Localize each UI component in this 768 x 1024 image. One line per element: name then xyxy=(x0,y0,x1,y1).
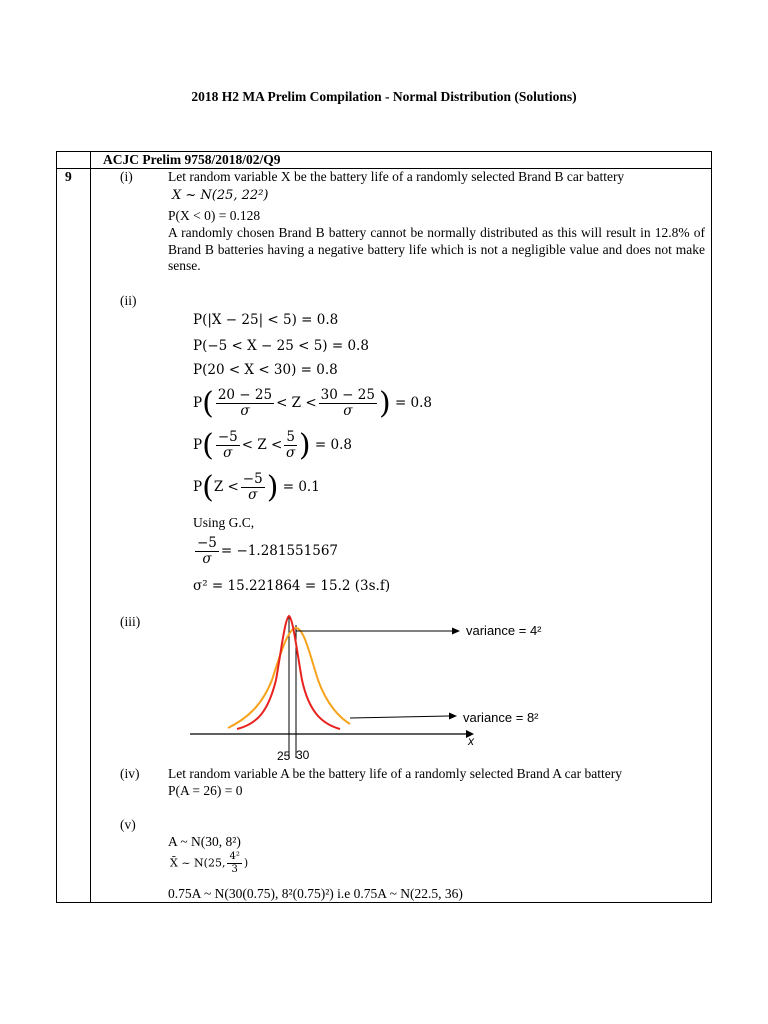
part-ii-eq3: P(20 < X < 30) = 0.8 xyxy=(193,362,338,378)
variance-fraction xyxy=(227,851,241,876)
part-ii-eq2: P(−5 < X − 25 < 5) = 0.8 xyxy=(193,338,369,354)
numerator: 4² xyxy=(229,851,240,862)
tick-label-25: 25 xyxy=(277,749,291,763)
rhs: = 0.1 xyxy=(282,479,320,495)
denominator: σ xyxy=(202,551,212,567)
part-iv-label: (iv) xyxy=(120,766,140,781)
xbar-dist-prefix: X̄ ~ N(25, xyxy=(170,856,226,870)
xbar-dist-suffix: ) xyxy=(243,856,249,870)
part-v-line3: 0.75A ~ N(30(0.75), 8²(0.75)²) i.e 0.75A ~ N(22.5, 36) xyxy=(168,886,463,901)
part-v-line1: A ~ N(30, 8²) xyxy=(168,834,241,849)
denominator: σ xyxy=(223,445,233,461)
part-ii-sigma-squared: σ² = 15.221864 = 15.2 (3s.f) xyxy=(193,578,391,594)
inequality: < Z < xyxy=(241,437,283,453)
numerator: 5 xyxy=(286,429,295,445)
numerator: 20 − 25 xyxy=(217,387,273,403)
part-ii-eq1: P(|X − 25| < 5) = 0.8 xyxy=(193,312,339,328)
part-i-line1: Let random variable X be the battery life of a randomly selected Brand B car battery xyxy=(168,169,625,184)
part-v-label: (v) xyxy=(120,817,136,832)
rhs: = −1.281551567 xyxy=(220,543,339,559)
question-source: ACJC Prelim 9758/2018/02/Q9 xyxy=(103,152,281,167)
numerator: −5 xyxy=(242,471,263,487)
part-ii-eq5: P( $\frac{-5}{\sigma}$ < Z < $\frac{5}{\sigma}$ ) = 0.8 xyxy=(193,428,352,463)
denominator: 3 xyxy=(231,864,238,875)
arrow-bottom-head xyxy=(449,713,457,720)
inequality: Z < xyxy=(213,479,239,495)
denominator: σ xyxy=(248,487,258,503)
variance-bottom-label: variance = 8² xyxy=(463,710,539,725)
numerator: 30 − 25 xyxy=(320,387,375,403)
denominator: σ xyxy=(286,445,296,461)
x-axis-label: x xyxy=(468,734,474,748)
part-i-explanation: A randomly chosen Brand B battery cannot be normally distributed as this will result in 12.8% of Brand B batteries having a negative battery life which is not a negligible value and does not make sense. xyxy=(168,225,705,273)
p-symbol: P xyxy=(193,479,203,495)
gc-note: Using G.C, xyxy=(193,515,255,530)
variance-top-label: variance = 4² xyxy=(466,623,542,638)
question-number: 9 xyxy=(65,169,72,184)
part-ii-eq6: P(Z < $\frac{-5}{\sigma}$ ) = 0.1 xyxy=(193,470,320,505)
arrow-top-head xyxy=(452,628,460,635)
part-i-probability: P(X < 0) = 0.128 xyxy=(168,208,261,223)
inequality: < Z < xyxy=(276,395,317,411)
numerator: −5 xyxy=(197,535,217,551)
arrow-bottom xyxy=(350,716,449,718)
page-title: 2018 H2 MA Prelim Compilation - Normal Distribution (Solutions) xyxy=(191,89,577,104)
numerator: −5 xyxy=(217,429,238,445)
part-ii-eq4: P( $\frac{20 - 25}{\sigma}$ < Z < $\frac{30 - 25}{\sigma}$ ) = 0.8 xyxy=(193,386,433,421)
part-v-line2 xyxy=(170,851,248,876)
denominator: σ xyxy=(343,403,353,419)
rhs: = 0.8 xyxy=(314,437,352,453)
p-symbol: P xyxy=(193,395,203,411)
part-iii-label: (iii) xyxy=(120,614,141,629)
part-i-distribution: X ~ N(25, 22²) xyxy=(172,188,269,203)
p-symbol: P xyxy=(193,437,203,453)
part-i-label: (i) xyxy=(120,169,133,184)
denominator: σ xyxy=(240,403,250,419)
rhs: = 0.8 xyxy=(394,395,433,411)
part-iv-line1: Let random variable A be the battery life of a randomly selected Brand A car battery xyxy=(168,766,622,781)
part-ii-label: (ii) xyxy=(120,293,137,308)
tick-label-30: 30 xyxy=(296,748,310,762)
part-iv-line2: P(A = 26) = 0 xyxy=(168,783,243,798)
